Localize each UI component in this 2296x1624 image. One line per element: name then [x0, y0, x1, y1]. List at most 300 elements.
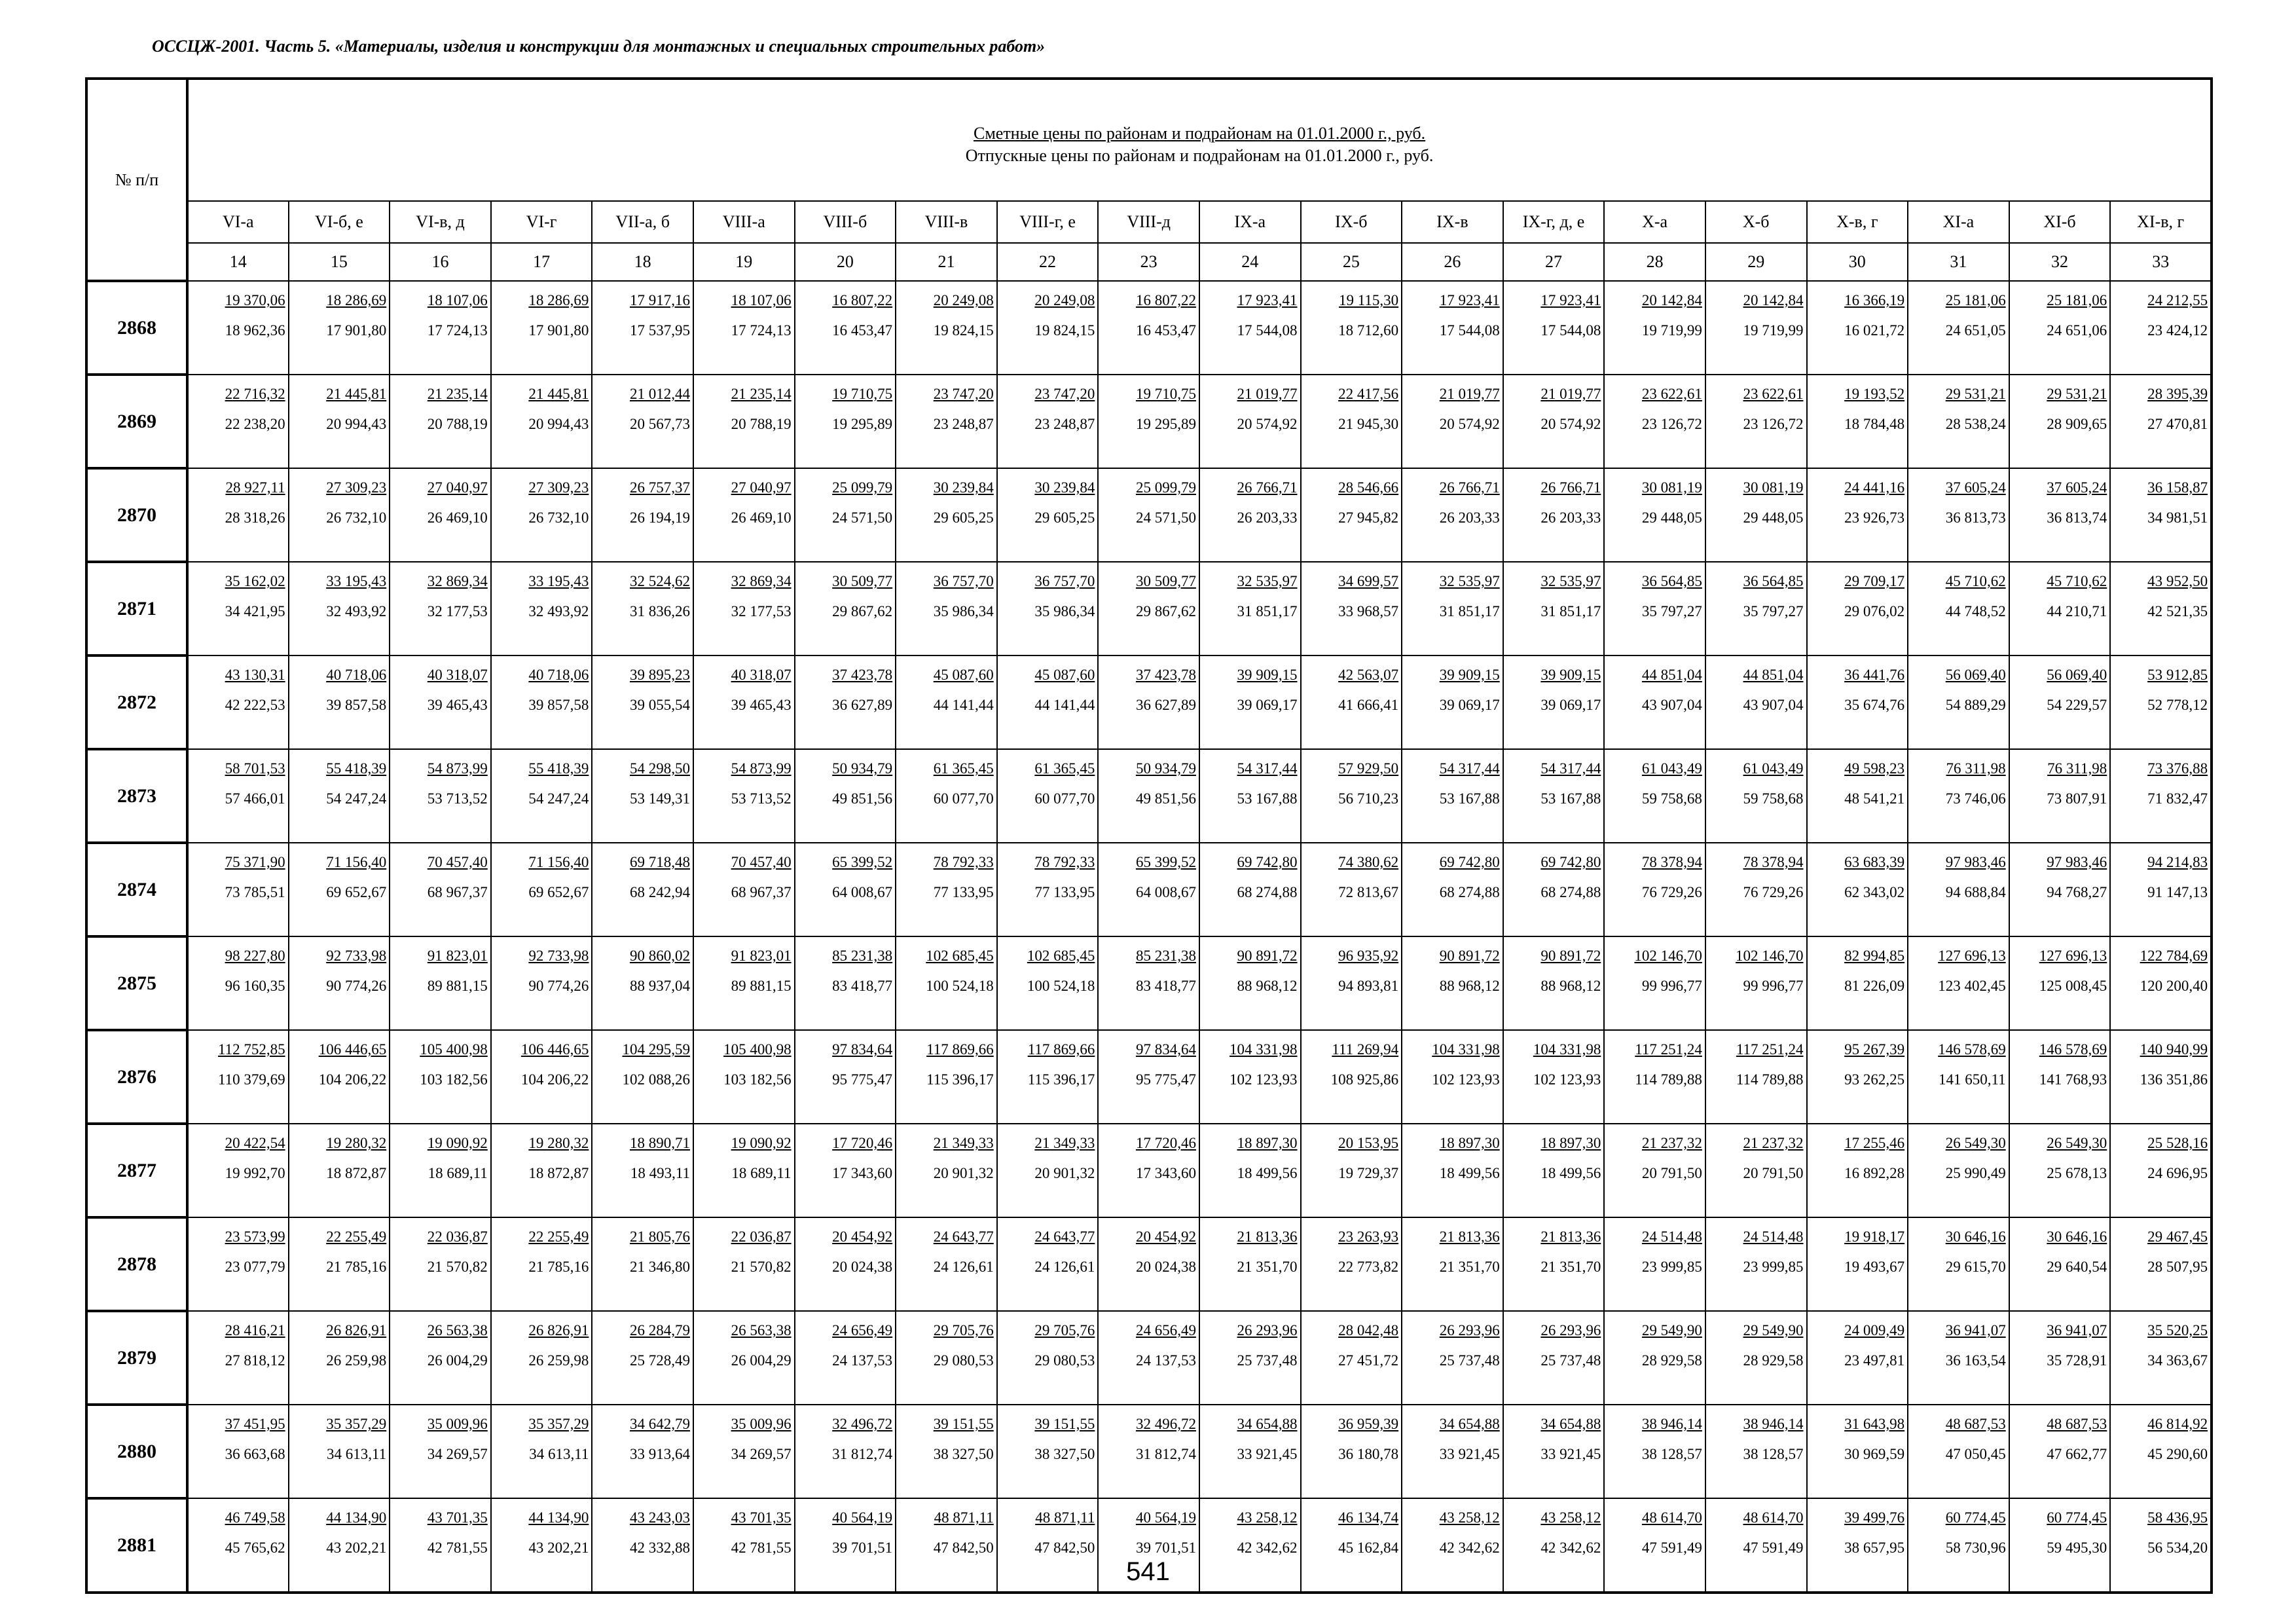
otpusk-price: 17 343,60 [1135, 1165, 1196, 1181]
price-cell [1402, 281, 1503, 375]
price-cell [592, 468, 693, 562]
smeta-price: 16 807,22 [1135, 292, 1196, 308]
otpusk-price: 21 351,70 [1237, 1259, 1298, 1275]
smeta-price: 111 269,94 [1332, 1041, 1399, 1058]
otpusk-price: 60 077,70 [933, 790, 994, 807]
price-cell [390, 281, 491, 375]
otpusk-price: 77 133,95 [933, 884, 994, 900]
smeta-price: 117 869,66 [926, 1041, 994, 1058]
column-number: 23 [1098, 243, 1199, 281]
price-cell [289, 562, 390, 655]
npp-header: № п/п [86, 79, 187, 281]
price-cell [592, 843, 693, 936]
price-cell [187, 843, 289, 936]
price-cell [896, 1217, 997, 1311]
price-cell [896, 655, 997, 749]
price-cell [187, 1311, 289, 1405]
smeta-price: 76 311,98 [1946, 760, 2006, 777]
otpusk-price: 104 206,22 [318, 1071, 387, 1088]
price-cell [693, 843, 795, 936]
otpusk-price: 47 591,49 [1743, 1540, 1804, 1556]
price-cell [289, 281, 390, 375]
otpusk-price: 64 008,67 [832, 884, 893, 900]
otpusk-price: 94 688,84 [1945, 884, 2006, 900]
price-cell [693, 749, 795, 843]
otpusk-price: 31 851,17 [1540, 603, 1601, 619]
otpusk-price: 73 807,91 [2047, 790, 2107, 807]
smeta-price: 45 087,60 [1034, 667, 1095, 683]
price-cell [1604, 1217, 1705, 1311]
table-row [86, 1405, 2212, 1498]
table-row [86, 1311, 2212, 1405]
price-cell [1604, 843, 1705, 936]
region-header: IX-а [1199, 201, 1301, 243]
otpusk-price: 102 123,93 [1533, 1071, 1601, 1088]
smeta-price: 18 897,30 [1540, 1135, 1601, 1151]
smeta-price: 43 952,50 [2147, 573, 2208, 589]
otpusk-price: 23 077,79 [225, 1259, 285, 1275]
smeta-price: 35 162,02 [225, 573, 285, 589]
smeta-price: 23 622,61 [1641, 386, 1702, 402]
document-header: ОССЦЖ-2001. Часть 5. «Материалы, изделия и конструкции для монтажных и специальных строительных работ» [152, 37, 1046, 56]
otpusk-price: 25 728,49 [629, 1352, 690, 1369]
otpusk-price: 23 497,81 [1844, 1352, 1905, 1369]
price-cell [2009, 1311, 2111, 1405]
table-row [86, 468, 2212, 562]
otpusk-price: 18 962,36 [225, 322, 285, 339]
smeta-price: 36 757,70 [1034, 573, 1095, 589]
smeta-price: 23 573,99 [225, 1228, 285, 1245]
region-header: VI-г [491, 201, 592, 243]
table-row [86, 281, 2212, 375]
region-header: X-а [1604, 201, 1705, 243]
price-cell [1098, 1405, 1199, 1498]
smeta-price: 40 718,06 [326, 667, 387, 683]
price-cell [1199, 375, 1301, 468]
smeta-price: 23 622,61 [1743, 386, 1804, 402]
otpusk-price: 24 696,95 [2147, 1165, 2208, 1181]
otpusk-price: 39 857,58 [528, 697, 589, 713]
price-cell [2009, 1124, 2111, 1217]
smeta-price: 24 514,48 [1743, 1228, 1804, 1245]
otpusk-price: 29 080,53 [933, 1352, 994, 1369]
region-header: X-в, г [1807, 201, 1908, 243]
otpusk-price: 19 719,99 [1641, 322, 1702, 339]
price-cell [896, 1030, 997, 1124]
row-id: 2876 [86, 1030, 187, 1124]
otpusk-price: 23 926,73 [1844, 509, 1905, 526]
price-cell [1705, 1217, 1807, 1311]
price-cell [1098, 281, 1199, 375]
smeta-price: 30 081,19 [1641, 479, 1702, 496]
smeta-price: 98 227,80 [225, 948, 285, 964]
table-row [86, 843, 2212, 936]
row-id: 2872 [86, 655, 187, 749]
price-cell [1199, 1217, 1301, 1311]
price-cell [1807, 749, 1908, 843]
smeta-price: 21 813,36 [1439, 1228, 1500, 1245]
region-header: VI-б, е [289, 201, 390, 243]
smeta-price: 43 258,12 [1540, 1509, 1601, 1526]
otpusk-price: 43 907,04 [1743, 697, 1804, 713]
price-cell [1705, 655, 1807, 749]
price-cell [2110, 936, 2212, 1030]
smeta-price: 28 416,21 [225, 1322, 285, 1338]
smeta-price: 65 399,52 [832, 854, 893, 870]
otpusk-price: 19 729,37 [1338, 1165, 1399, 1181]
column-number: 19 [693, 243, 795, 281]
smeta-price: 20 153,95 [1338, 1135, 1399, 1151]
price-cell [997, 1311, 1099, 1405]
otpusk-price: 20 024,38 [832, 1259, 893, 1275]
smeta-price: 48 871,11 [1035, 1509, 1095, 1526]
otpusk-price: 33 968,57 [1338, 603, 1399, 619]
smeta-price: 33 195,43 [528, 573, 589, 589]
otpusk-price: 29 605,25 [1034, 509, 1095, 526]
price-cell [2009, 1405, 2111, 1498]
otpusk-price: 34 363,67 [2147, 1352, 2208, 1369]
price-cell [1199, 468, 1301, 562]
smeta-price: 32 496,72 [832, 1416, 893, 1432]
price-cell [592, 655, 693, 749]
otpusk-price: 34 269,57 [731, 1446, 792, 1462]
otpusk-price: 108 925,86 [1330, 1071, 1399, 1088]
otpusk-price: 19 824,15 [1034, 322, 1095, 339]
price-cell [2110, 1311, 2212, 1405]
price-cell [795, 562, 896, 655]
smeta-price: 37 423,78 [832, 667, 893, 683]
region-header: VIII-д [1098, 201, 1199, 243]
price-cell [390, 843, 491, 936]
otpusk-price: 36 663,68 [225, 1446, 285, 1462]
region-header: IX-б [1301, 201, 1402, 243]
smeta-price: 90 891,72 [1540, 948, 1601, 964]
column-number: 22 [997, 243, 1099, 281]
otpusk-price: 73 746,06 [1945, 790, 2006, 807]
price-cell [1705, 749, 1807, 843]
otpusk-price: 54 247,24 [528, 790, 589, 807]
smeta-price: 16 807,22 [832, 292, 893, 308]
smeta-price: 105 400,98 [420, 1041, 488, 1058]
smeta-price: 50 934,79 [832, 760, 893, 777]
price-cell [1402, 843, 1503, 936]
otpusk-price: 95 775,47 [1135, 1071, 1196, 1088]
price-cell [1503, 562, 1605, 655]
smeta-price: 74 380,62 [1338, 854, 1399, 870]
price-cell [491, 562, 592, 655]
price-cell [1301, 281, 1402, 375]
smeta-price: 20 142,84 [1743, 292, 1804, 308]
otpusk-price: 22 773,82 [1338, 1259, 1399, 1275]
smeta-price: 36 941,07 [2047, 1322, 2107, 1338]
price-cell [1908, 936, 2009, 1030]
price-cell [693, 468, 795, 562]
otpusk-price: 28 929,58 [1743, 1352, 1804, 1369]
smeta-price: 42 563,07 [1338, 667, 1399, 683]
otpusk-price: 20 791,50 [1743, 1165, 1804, 1181]
row-id: 2879 [86, 1311, 187, 1405]
price-cell [1705, 1124, 1807, 1217]
otpusk-price: 26 004,29 [731, 1352, 792, 1369]
otpusk-price: 103 182,56 [723, 1071, 792, 1088]
smeta-price: 34 654,88 [1439, 1416, 1500, 1432]
price-cell [491, 655, 592, 749]
price-cell [1503, 1217, 1605, 1311]
price-cell [1098, 1030, 1199, 1124]
price-cell [795, 1311, 896, 1405]
price-cell [2009, 655, 2111, 749]
smeta-price: 22 417,56 [1338, 386, 1399, 402]
price-cell [2009, 468, 2111, 562]
price-cell [1199, 655, 1301, 749]
otpusk-price: 47 662,77 [2047, 1446, 2107, 1462]
otpusk-price: 34 269,57 [427, 1446, 488, 1462]
table-row [86, 936, 2212, 1030]
otpusk-price: 25 678,13 [2047, 1165, 2107, 1181]
smeta-price: 39 151,55 [933, 1416, 994, 1432]
price-cell [997, 749, 1099, 843]
smeta-price: 35 520,25 [2147, 1322, 2208, 1338]
smeta-price: 26 293,96 [1439, 1322, 1500, 1338]
otpusk-price: 35 728,91 [2047, 1352, 2107, 1369]
price-cell [592, 375, 693, 468]
smeta-price: 102 685,45 [1027, 948, 1095, 964]
smeta-price: 37 605,24 [1945, 479, 2006, 496]
smeta-price: 17 923,41 [1439, 292, 1500, 308]
price-cell [795, 655, 896, 749]
smeta-price: 53 912,85 [2147, 667, 2208, 683]
smeta-price: 32 869,34 [427, 573, 488, 589]
smeta-price: 30 646,16 [1945, 1228, 2006, 1245]
price-cell [1807, 936, 1908, 1030]
price-cell [1301, 1030, 1402, 1124]
region-header: VII-а, б [592, 201, 693, 243]
price-cell [1503, 1405, 1605, 1498]
smeta-price: 40 718,06 [528, 667, 589, 683]
region-header: XI-а [1908, 201, 2009, 243]
price-cell [289, 655, 390, 749]
otpusk-price: 68 274,88 [1237, 884, 1298, 900]
price-cell [2110, 655, 2212, 749]
smeta-price: 90 891,72 [1439, 948, 1500, 964]
price-cell [289, 749, 390, 843]
smeta-price: 44 851,04 [1641, 667, 1702, 683]
smeta-price: 31 643,98 [1844, 1416, 1905, 1432]
column-number: 14 [187, 243, 289, 281]
smeta-price: 17 923,41 [1540, 292, 1601, 308]
price-cell [390, 1030, 491, 1124]
otpusk-price: 20 788,19 [427, 416, 488, 432]
smeta-price: 82 994,85 [1844, 948, 1905, 964]
smeta-price: 45 087,60 [933, 667, 994, 683]
price-cell [390, 1405, 491, 1498]
smeta-price: 37 451,95 [225, 1416, 285, 1432]
price-cell [1604, 375, 1705, 468]
smeta-price: 19 280,32 [326, 1135, 387, 1151]
table-row [86, 749, 2212, 843]
price-cell [1199, 843, 1301, 936]
otpusk-price: 26 203,33 [1439, 509, 1500, 526]
smeta-price: 30 239,84 [1034, 479, 1095, 496]
otpusk-price: 16 892,28 [1844, 1165, 1905, 1181]
otpusk-price: 39 069,17 [1540, 697, 1601, 713]
price-cell [1098, 1217, 1199, 1311]
column-number: 26 [1402, 243, 1503, 281]
otpusk-price: 20 994,43 [326, 416, 387, 432]
otpusk-price: 99 996,77 [1641, 978, 1702, 994]
smeta-price: 35 009,96 [427, 1416, 488, 1432]
column-number: 30 [1807, 243, 1908, 281]
otpusk-price: 18 784,48 [1844, 416, 1905, 432]
column-number: 17 [491, 243, 592, 281]
otpusk-price: 38 128,57 [1743, 1446, 1804, 1462]
price-cell [491, 1124, 592, 1217]
otpusk-price: 99 996,77 [1743, 978, 1804, 994]
price-cell [1705, 1405, 1807, 1498]
smeta-price: 102 146,70 [1634, 948, 1702, 964]
otpusk-price: 110 379,69 [217, 1071, 285, 1088]
row-id: 2874 [86, 843, 187, 936]
otpusk-price: 18 712,60 [1338, 322, 1399, 339]
price-cell [1301, 375, 1402, 468]
smeta-price: 27 040,97 [427, 479, 488, 496]
smeta-price: 69 742,80 [1540, 854, 1601, 870]
otpusk-price: 27 945,82 [1338, 509, 1399, 526]
price-cell [1402, 562, 1503, 655]
price-cell [795, 936, 896, 1030]
smeta-price: 29 709,17 [1844, 573, 1905, 589]
otpusk-price: 36 627,89 [1135, 697, 1196, 713]
price-cell [491, 1217, 592, 1311]
price-cell [491, 1405, 592, 1498]
price-cell [1301, 1311, 1402, 1405]
smeta-price: 32 496,72 [1135, 1416, 1196, 1432]
smeta-price: 43 701,35 [731, 1509, 792, 1526]
smeta-price: 46 814,92 [2147, 1416, 2208, 1432]
otpusk-price: 102 123,93 [1432, 1071, 1500, 1088]
otpusk-price: 68 967,37 [427, 884, 488, 900]
smeta-price: 30 646,16 [2047, 1228, 2107, 1245]
smeta-price: 21 235,14 [731, 386, 792, 402]
otpusk-price: 88 968,12 [1540, 978, 1601, 994]
smeta-price: 19 710,75 [832, 386, 893, 402]
price-cell [896, 1311, 997, 1405]
otpusk-price: 39 055,54 [629, 697, 690, 713]
smeta-price: 63 683,39 [1844, 854, 1905, 870]
otpusk-price: 69 652,67 [528, 884, 589, 900]
price-cell [1199, 1405, 1301, 1498]
price-cell [1908, 468, 2009, 562]
otpusk-price: 34 421,95 [225, 603, 285, 619]
price-cell [187, 375, 289, 468]
smeta-price: 27 040,97 [731, 479, 792, 496]
otpusk-price: 26 259,98 [326, 1352, 387, 1369]
smeta-price: 21 019,77 [1439, 386, 1500, 402]
smeta-price: 91 823,01 [731, 948, 792, 964]
otpusk-price: 39 465,43 [427, 697, 488, 713]
otpusk-price: 53 713,52 [731, 790, 792, 807]
smeta-price: 69 742,80 [1237, 854, 1298, 870]
region-header: VIII-б [795, 201, 896, 243]
otpusk-price: 60 077,70 [1034, 790, 1095, 807]
price-cell [1807, 1030, 1908, 1124]
otpusk-price: 21 945,30 [1338, 416, 1399, 432]
otpusk-price: 39 701,51 [1135, 1540, 1196, 1556]
smeta-price: 28 546,66 [1338, 479, 1399, 496]
price-cell [390, 468, 491, 562]
smeta-price: 106 446,65 [318, 1041, 387, 1058]
otpusk-price: 44 748,52 [1945, 603, 2006, 619]
price-cell [1705, 562, 1807, 655]
caption-otpusk: Отпускные цены по районам и подрайонам на 01.01.2000 г., руб. [965, 146, 1434, 165]
otpusk-price: 21 785,16 [528, 1259, 589, 1275]
price-cell [1402, 375, 1503, 468]
smeta-price: 46 134,74 [1338, 1509, 1399, 1526]
otpusk-price: 28 318,26 [225, 509, 285, 526]
table-row [86, 1217, 2212, 1311]
price-cell [1604, 1030, 1705, 1124]
otpusk-price: 17 544,08 [1439, 322, 1500, 339]
smeta-price: 17 917,16 [629, 292, 690, 308]
price-cell [1908, 1405, 2009, 1498]
otpusk-price: 19 824,15 [933, 322, 994, 339]
price-cell [1503, 1124, 1605, 1217]
smeta-price: 95 267,39 [1844, 1041, 1905, 1058]
smeta-price: 28 042,48 [1338, 1322, 1399, 1338]
otpusk-price: 102 123,93 [1230, 1071, 1298, 1088]
smeta-price: 24 656,49 [832, 1322, 893, 1338]
price-cell [1604, 1124, 1705, 1217]
price-cell [1402, 1311, 1503, 1405]
otpusk-price: 20 901,32 [1034, 1165, 1095, 1181]
price-cell [187, 281, 289, 375]
price-cell [2110, 562, 2212, 655]
smeta-price: 27 309,23 [528, 479, 589, 496]
otpusk-price: 17 343,60 [832, 1165, 893, 1181]
otpusk-price: 35 797,27 [1641, 603, 1702, 619]
smeta-price: 32 869,34 [731, 573, 792, 589]
otpusk-price: 53 167,88 [1540, 790, 1601, 807]
smeta-price: 61 043,49 [1743, 760, 1804, 777]
otpusk-price: 32 493,92 [326, 603, 387, 619]
smeta-price: 25 181,06 [2047, 292, 2107, 308]
otpusk-price: 33 921,45 [1540, 1446, 1601, 1462]
price-cell [491, 1311, 592, 1405]
price-cell [1301, 655, 1402, 749]
price-cell [1807, 843, 1908, 936]
otpusk-price: 53 149,31 [629, 790, 690, 807]
price-cell [1705, 843, 1807, 936]
smeta-price: 25 181,06 [1945, 292, 2006, 308]
otpusk-price: 19 719,99 [1743, 322, 1804, 339]
smeta-price: 19 090,92 [427, 1135, 488, 1151]
smeta-price: 40 564,19 [1135, 1509, 1196, 1526]
smeta-price: 20 454,92 [832, 1228, 893, 1245]
otpusk-price: 20 024,38 [1135, 1259, 1196, 1275]
otpusk-price: 76 729,26 [1743, 884, 1804, 900]
smeta-price: 18 890,71 [629, 1135, 690, 1151]
otpusk-price: 89 881,15 [731, 978, 792, 994]
price-cell [693, 281, 795, 375]
price-cell [1301, 562, 1402, 655]
smeta-price: 24 514,48 [1641, 1228, 1702, 1245]
smeta-price: 117 251,24 [1736, 1041, 1804, 1058]
column-number: 27 [1503, 243, 1605, 281]
smeta-price: 54 317,44 [1237, 760, 1298, 777]
price-cell [289, 843, 390, 936]
price-cell [1807, 1217, 1908, 1311]
price-cell [491, 1030, 592, 1124]
